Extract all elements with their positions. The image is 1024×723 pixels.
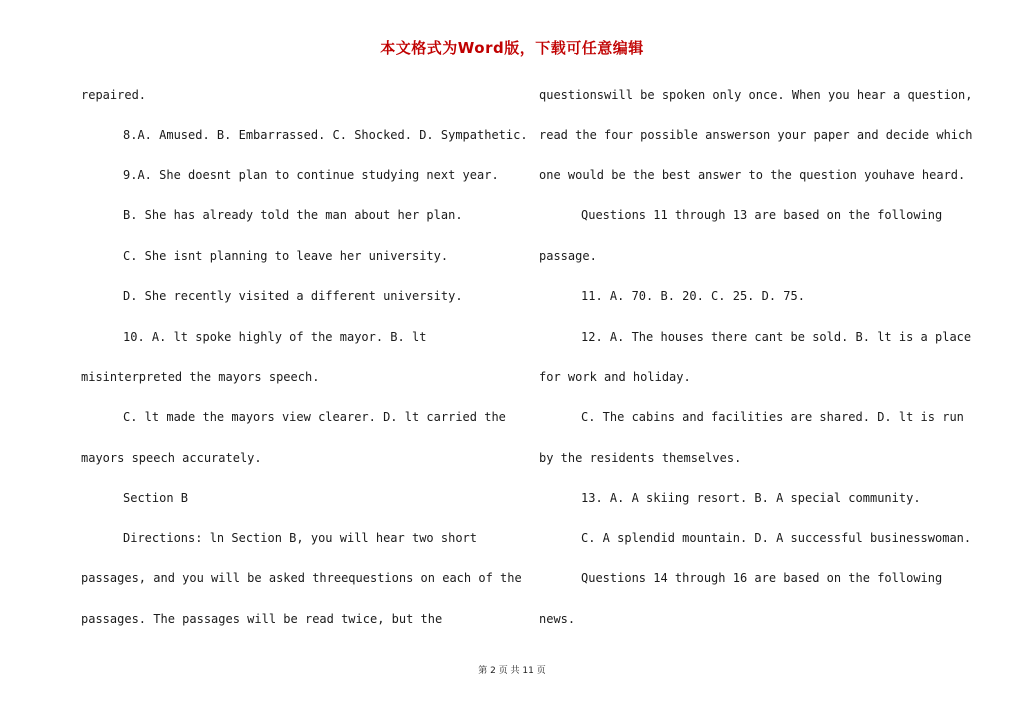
- section-heading: Section B: [123, 491, 189, 505]
- text-line: Directions: ln Section B, you will hear two short: [123, 531, 478, 545]
- text-line: by the residents themselves.: [539, 451, 742, 465]
- text-line: D. She recently visited a different university.: [123, 289, 463, 303]
- text-line: news.: [539, 612, 576, 626]
- text-line: Questions 14 through 16 are based on the following: [581, 571, 943, 585]
- text-line: 12. A. The houses there cant be sold. B. lt is a place: [581, 330, 972, 344]
- text-line: 9.A. She doesnt plan to continue studying next year.: [123, 168, 499, 182]
- text-line: questionswill be spoken only once. When you hear a question,: [539, 88, 973, 102]
- text-line: mayors speech accurately.: [81, 451, 262, 465]
- text-line: C. lt made the mayors view clearer. D. lt carried the: [123, 410, 506, 424]
- text-line: C. The cabins and facilities are shared. D. lt is run: [581, 410, 964, 424]
- text-line: one would be the best answer to the question youhave heard.: [539, 168, 966, 182]
- text-line: read the four possible answerson your paper and decide which: [539, 128, 973, 142]
- text-line: 10. A. lt spoke highly of the mayor. B. lt: [123, 330, 427, 344]
- text-line: Questions 11 through 13 are based on the following: [581, 208, 943, 222]
- text-line: B. She has already told the man about her plan.: [123, 208, 463, 222]
- text-line: 8.A. Amused. B. Embarrassed. C. Shocked. D. Sympathetic.: [123, 128, 528, 142]
- text-line: repaired.: [81, 88, 147, 102]
- page-number-footer: 第 2 页 共 11 页: [478, 666, 546, 676]
- text-line: passages. The passages will be read twice, but the: [81, 612, 443, 626]
- text-line: C. She isnt planning to leave her university.: [123, 249, 449, 263]
- text-line: misinterpreted the mayors speech.: [81, 370, 320, 384]
- text-line: 11. A. 70. B. 20. C. 25. D. 75.: [581, 289, 805, 303]
- text-line: C. A splendid mountain. D. A successful businesswoman.: [581, 531, 972, 545]
- text-line: passages, and you will be asked threequestions on each of the: [81, 571, 522, 585]
- document-banner-title: 本文格式为Word版，下载可任意编辑: [380, 39, 644, 57]
- text-line: passage.: [539, 249, 597, 263]
- text-line: 13. A. A skiing resort. B. A special community.: [581, 491, 921, 505]
- text-line: for work and holiday.: [539, 370, 691, 384]
